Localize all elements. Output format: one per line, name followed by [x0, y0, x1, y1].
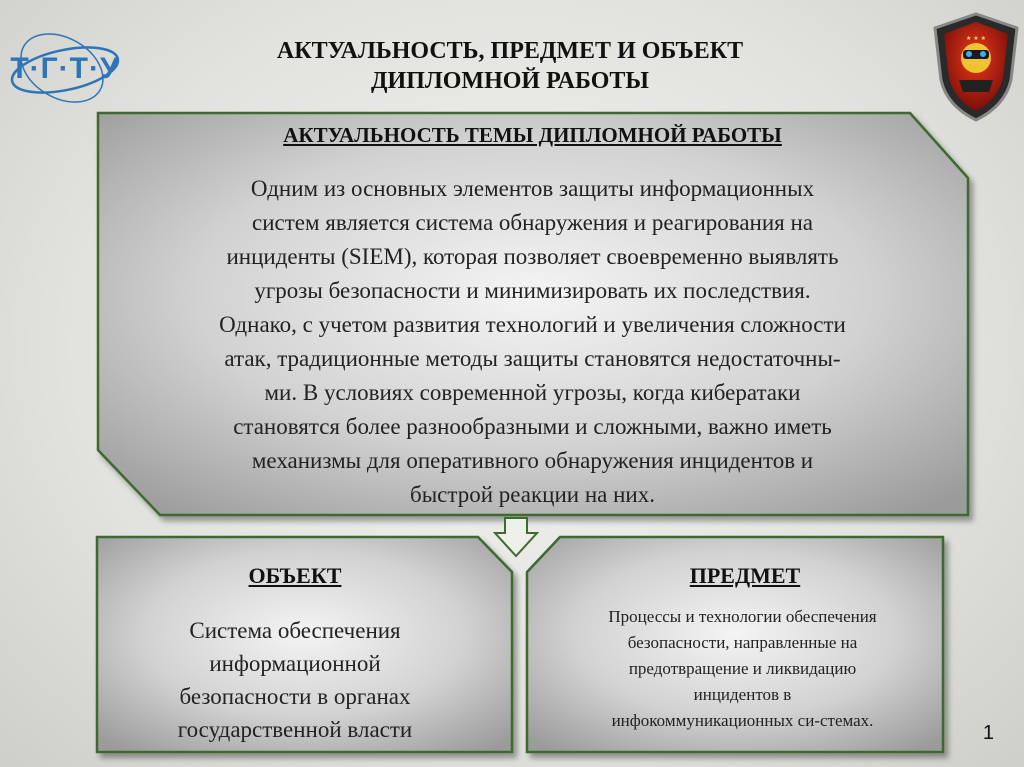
relevance-line: становятся более разнообразными и сложными, важно иметь	[233, 414, 832, 439]
object-text	[110, 614, 480, 746]
relevance-line: систем является система обнаружения и реагирования на	[252, 210, 813, 235]
subject-line: инфокоммуникационных си-стемах.	[611, 711, 874, 730]
subject-line: предотвращение и ликвидацию	[628, 659, 857, 678]
svg-text:★ ★ ★: ★ ★ ★	[966, 35, 986, 42]
relevance-line: быстрой реакции на них.	[410, 482, 655, 507]
relevance-heading: АКТУАЛЬНОСТЬ ТЕМЫ ДИПЛОМНОЙ РАБОТЫ	[283, 123, 782, 147]
page-number: 1	[982, 722, 994, 744]
object-line: государственной власти	[177, 717, 413, 742]
relevance-text	[130, 172, 935, 512]
object-line: безопасности в органах	[179, 684, 411, 709]
relevance-line: механизмы для оперативного обнаружения инцидентов и	[251, 448, 814, 473]
relevance-line: ми. В условиях современной угрозы, когда кибератаки	[264, 380, 801, 405]
relevance-line: инциденты (SIEM), которая позволяет своевременно выявлять	[226, 244, 839, 269]
object-line: Система обеспечения	[189, 618, 401, 643]
page-title-line-1: АКТУАЛЬНОСТЬ, ПРЕДМЕТ И ОБЪЕКТ	[276, 38, 744, 64]
relevance-line: Однако, с учетом развития технологий и увеличения сложности	[219, 312, 846, 337]
subject-line: Процессы и технологии обеспечения	[608, 607, 877, 626]
subject-text	[545, 604, 940, 734]
down-arrow-icon	[495, 518, 537, 556]
logo-text: Т·Г·Т·У	[10, 52, 120, 85]
relevance-line: Одним из основных элементов защиты информационных	[250, 176, 815, 201]
page-title-line-2: ДИПЛОМНОЙ РАБОТЫ	[371, 68, 649, 94]
relevance-line: угрозы безопасности и минимизировать их последствия.	[254, 278, 811, 303]
subject-heading: ПРЕДМЕТ	[689, 563, 801, 588]
object-line: информационной	[209, 651, 381, 676]
subject-line: безопасности, направленные на	[627, 633, 858, 652]
object-heading: ОБЪЕКТ	[248, 563, 342, 588]
relevance-line: атак, традиционные методы защиты становятся недостаточны-	[224, 346, 841, 371]
subject-line: инцидентов в	[693, 685, 792, 704]
